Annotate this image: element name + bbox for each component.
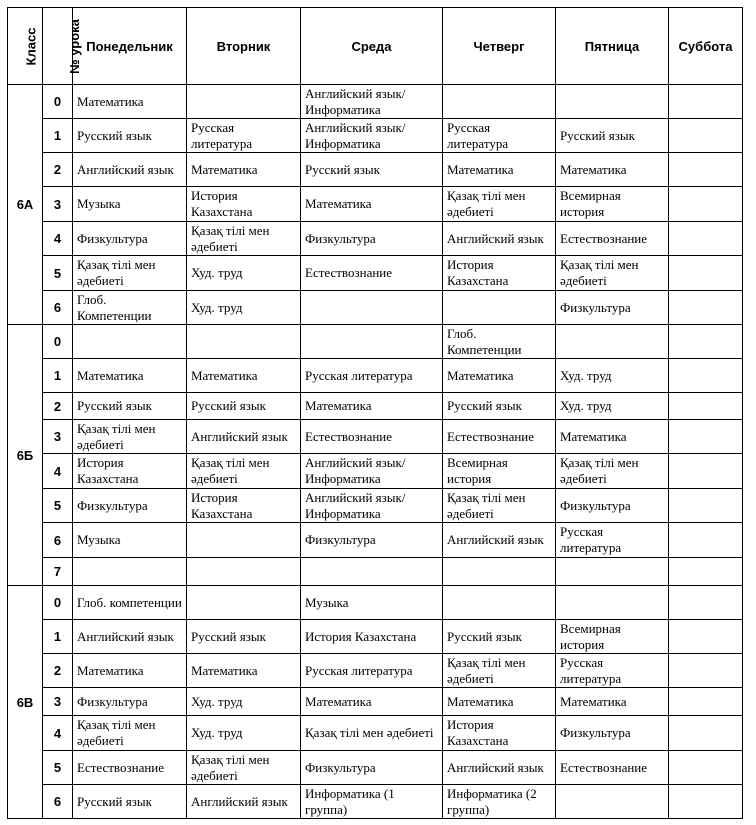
lesson-row xyxy=(8,153,743,187)
subject-cell: Қазақ тілі мен әдебиеті xyxy=(301,716,443,751)
lesson-row xyxy=(8,489,743,523)
lesson-row xyxy=(8,325,743,359)
lesson-number-cell: 2 xyxy=(43,393,73,420)
subject-cell: Русская литература xyxy=(187,119,301,153)
subject-cell: История Казахстана xyxy=(443,716,556,751)
subject-cell: Естествознание xyxy=(443,420,556,454)
lesson-number-header-label: № урока xyxy=(66,18,82,74)
subject-cell: История Казахстана xyxy=(187,489,301,523)
subject-cell: Худ. труд xyxy=(556,393,669,420)
subject-cell: Русская литература xyxy=(443,119,556,153)
subject-cell: Информатика (1 группа) xyxy=(301,785,443,819)
subject-cell: Физкультура xyxy=(73,489,187,523)
subject-cell: Қазақ тілі мен әдебиеті xyxy=(73,256,187,291)
subject-cell: Математика xyxy=(443,153,556,187)
subject-cell xyxy=(669,420,743,454)
lesson-number-cell: 0 xyxy=(43,586,73,620)
subject-cell: Математика xyxy=(73,654,187,688)
subject-cell: Худ. труд xyxy=(187,688,301,716)
subject-cell xyxy=(669,489,743,523)
day-header-monday: Понедельник xyxy=(73,8,187,85)
lesson-row xyxy=(8,688,743,716)
lesson-row xyxy=(8,256,743,291)
lesson-number-cell: 6 xyxy=(43,523,73,558)
subject-cell: Қазақ тілі мен әдебиеті xyxy=(187,222,301,256)
subject-cell: Английский язык xyxy=(187,420,301,454)
day-header-thursday: Четверг xyxy=(443,8,556,85)
subject-cell xyxy=(669,153,743,187)
subject-cell xyxy=(669,291,743,325)
lesson-number-cell: 3 xyxy=(43,420,73,454)
subject-cell: Қазақ тілі мен әдебиеті xyxy=(73,716,187,751)
lesson-row xyxy=(8,586,743,620)
subject-cell: Английский язык xyxy=(443,222,556,256)
lesson-row xyxy=(8,119,743,153)
subject-cell: Русский язык xyxy=(556,119,669,153)
subject-cell: Худ. труд xyxy=(187,291,301,325)
subject-cell: Английский язык/ Информатика xyxy=(301,85,443,119)
subject-cell: Математика xyxy=(443,359,556,393)
subject-cell: Русская литература xyxy=(301,654,443,688)
lesson-row xyxy=(8,291,743,325)
schedule-header xyxy=(8,8,743,85)
subject-cell xyxy=(669,393,743,420)
class-name-cell: 6А xyxy=(8,85,43,325)
subject-cell: Математика xyxy=(73,85,187,119)
subject-cell xyxy=(301,291,443,325)
subject-cell: Русская литература xyxy=(556,523,669,558)
subject-cell xyxy=(301,558,443,586)
subject-cell: Физкультура xyxy=(301,751,443,785)
subject-cell: Қазақ тілі мен әдебиеті xyxy=(443,654,556,688)
subject-cell xyxy=(669,325,743,359)
subject-cell: Русский язык xyxy=(73,119,187,153)
lesson-row xyxy=(8,654,743,688)
lesson-number-cell: 1 xyxy=(43,119,73,153)
subject-cell: История Казахстана xyxy=(443,256,556,291)
subject-cell: Музыка xyxy=(73,523,187,558)
subject-cell xyxy=(669,558,743,586)
subject-cell: Математика xyxy=(187,654,301,688)
lesson-number-cell: 7 xyxy=(43,558,73,586)
subject-cell xyxy=(669,359,743,393)
lesson-row xyxy=(8,393,743,420)
subject-cell: Математика xyxy=(556,688,669,716)
subject-cell: Математика xyxy=(556,153,669,187)
day-header-saturday: Суббота xyxy=(669,8,743,85)
subject-cell: Физкультура xyxy=(301,222,443,256)
subject-cell: Глоб. Компетенции xyxy=(443,325,556,359)
subject-cell xyxy=(669,119,743,153)
subject-cell: Физкультура xyxy=(556,716,669,751)
subject-cell: Всемирная история xyxy=(556,620,669,654)
lesson-row xyxy=(8,187,743,222)
subject-cell: Математика xyxy=(301,187,443,222)
subject-cell: Худ. труд xyxy=(187,716,301,751)
subject-cell xyxy=(669,85,743,119)
day-header-tuesday: Вторник xyxy=(187,8,301,85)
subject-cell xyxy=(669,256,743,291)
subject-cell xyxy=(556,325,669,359)
subject-cell: Худ. труд xyxy=(556,359,669,393)
subject-cell xyxy=(556,558,669,586)
lesson-number-cell: 1 xyxy=(43,359,73,393)
lesson-row xyxy=(8,523,743,558)
subject-cell: Математика xyxy=(556,420,669,454)
subject-cell: История Казахстана xyxy=(301,620,443,654)
subject-cell: Английский язык xyxy=(73,620,187,654)
subject-cell xyxy=(73,325,187,359)
lesson-number-cell: 4 xyxy=(43,716,73,751)
lesson-number-cell: 4 xyxy=(43,222,73,256)
subject-cell xyxy=(301,325,443,359)
subject-cell xyxy=(187,85,301,119)
lesson-row xyxy=(8,716,743,751)
schedule-body xyxy=(8,85,743,819)
subject-cell: Математика xyxy=(187,359,301,393)
subject-cell: Естествознание xyxy=(301,256,443,291)
subject-cell: История Казахстана xyxy=(187,187,301,222)
lesson-number-header xyxy=(43,8,82,85)
lesson-number-cell: 2 xyxy=(43,654,73,688)
subject-cell: Русская литература xyxy=(556,654,669,688)
subject-cell: Қазақ тілі мен әдебиеті xyxy=(443,187,556,222)
lesson-number-cell: 1 xyxy=(43,620,73,654)
subject-cell xyxy=(187,325,301,359)
subject-cell: Қазақ тілі мен әдебиеті xyxy=(187,454,301,489)
subject-cell: Русская литература xyxy=(301,359,443,393)
lesson-number-cell: 5 xyxy=(43,256,73,291)
subject-cell: Математика xyxy=(301,688,443,716)
subject-cell xyxy=(669,654,743,688)
subject-cell: Русский язык xyxy=(187,620,301,654)
subject-cell: Физкультура xyxy=(556,291,669,325)
lesson-row xyxy=(8,558,743,586)
subject-cell: История Казахстана xyxy=(73,454,187,489)
subject-cell: Глоб. Компетенции xyxy=(73,291,187,325)
subject-cell: Глоб. компетенции xyxy=(73,586,187,620)
lesson-number-cell: 5 xyxy=(43,751,73,785)
subject-cell xyxy=(443,85,556,119)
lesson-number-cell: 3 xyxy=(43,187,73,222)
subject-cell xyxy=(187,558,301,586)
subject-cell xyxy=(669,454,743,489)
subject-cell: Қазақ тілі мен әдебиеті xyxy=(187,751,301,785)
subject-cell: Английский язык xyxy=(73,153,187,187)
subject-cell: Математика xyxy=(301,393,443,420)
subject-cell: Английский язык xyxy=(443,751,556,785)
subject-cell: Естествознание xyxy=(556,222,669,256)
day-header-friday: Пятница xyxy=(556,8,669,85)
header-row xyxy=(8,8,743,85)
subject-cell: Математика xyxy=(73,359,187,393)
lesson-row xyxy=(8,222,743,256)
subject-cell: Музыка xyxy=(73,187,187,222)
subject-cell xyxy=(669,222,743,256)
subject-cell: Қазақ тілі мен әдебиеті xyxy=(443,489,556,523)
subject-cell: Английский язык xyxy=(443,523,556,558)
lesson-row xyxy=(8,420,743,454)
subject-cell xyxy=(669,620,743,654)
subject-cell: Русский язык xyxy=(443,393,556,420)
subject-cell xyxy=(669,523,743,558)
lesson-number-cell: 0 xyxy=(43,85,73,119)
subject-cell xyxy=(187,586,301,620)
lesson-number-cell: 4 xyxy=(43,454,73,489)
subject-cell: Физкультура xyxy=(73,222,187,256)
subject-cell: Музыка xyxy=(301,586,443,620)
subject-cell: Қазақ тілі мен әдебиеті xyxy=(73,420,187,454)
subject-cell xyxy=(556,785,669,819)
subject-cell xyxy=(669,716,743,751)
subject-cell xyxy=(669,586,743,620)
lesson-number-cell: 0 xyxy=(43,325,73,359)
subject-cell xyxy=(669,785,743,819)
lesson-row xyxy=(8,751,743,785)
subject-cell: Математика xyxy=(443,688,556,716)
subject-cell: Английский язык/ Информатика xyxy=(301,119,443,153)
subject-cell: Русский язык xyxy=(443,620,556,654)
subject-cell: Естествознание xyxy=(73,751,187,785)
subject-cell xyxy=(556,85,669,119)
subject-cell xyxy=(669,688,743,716)
class-name-cell: 6В xyxy=(8,586,43,819)
subject-cell: Физкультура xyxy=(301,523,443,558)
subject-cell xyxy=(73,558,187,586)
lesson-row xyxy=(8,359,743,393)
subject-cell: Всемирная история xyxy=(443,454,556,489)
lesson-row xyxy=(8,454,743,489)
subject-cell: Естествознание xyxy=(556,751,669,785)
subject-cell xyxy=(669,187,743,222)
subject-cell xyxy=(556,586,669,620)
subject-cell: Қазақ тілі мен әдебиеті xyxy=(556,454,669,489)
subject-cell: Английский язык/ Информатика xyxy=(301,454,443,489)
subject-cell: Математика xyxy=(187,153,301,187)
subject-cell: Физкультура xyxy=(556,489,669,523)
lesson-row xyxy=(8,785,743,819)
subject-cell: Худ. труд xyxy=(187,256,301,291)
subject-cell: Всемирная история xyxy=(556,187,669,222)
subject-cell xyxy=(187,523,301,558)
lesson-row xyxy=(8,620,743,654)
subject-cell: Естествознание xyxy=(301,420,443,454)
subject-cell: Физкультура xyxy=(73,688,187,716)
subject-cell xyxy=(443,558,556,586)
subject-cell: Английский язык/ Информатика xyxy=(301,489,443,523)
subject-cell: Английский язык xyxy=(187,785,301,819)
subject-cell: Русский язык xyxy=(73,393,187,420)
class-header xyxy=(8,8,43,85)
lesson-row xyxy=(8,85,743,119)
lesson-number-cell: 3 xyxy=(43,688,73,716)
subject-cell: Русский язык xyxy=(73,785,187,819)
subject-cell: Қазақ тілі мен әдебиеті xyxy=(556,256,669,291)
subject-cell xyxy=(443,291,556,325)
lesson-number-cell: 5 xyxy=(43,489,73,523)
subject-cell xyxy=(443,586,556,620)
day-header-wednesday: Среда xyxy=(301,8,443,85)
schedule-table xyxy=(7,7,743,819)
subject-cell xyxy=(669,751,743,785)
lesson-number-cell: 6 xyxy=(43,785,73,819)
subject-cell: Информатика (2 группа) xyxy=(443,785,556,819)
lesson-number-cell: 2 xyxy=(43,153,73,187)
subject-cell: Русский язык xyxy=(187,393,301,420)
subject-cell: Русский язык xyxy=(301,153,443,187)
class-name-cell: 6Б xyxy=(8,325,43,586)
class-header-label: Класс xyxy=(23,27,39,65)
lesson-number-cell: 6 xyxy=(43,291,73,325)
